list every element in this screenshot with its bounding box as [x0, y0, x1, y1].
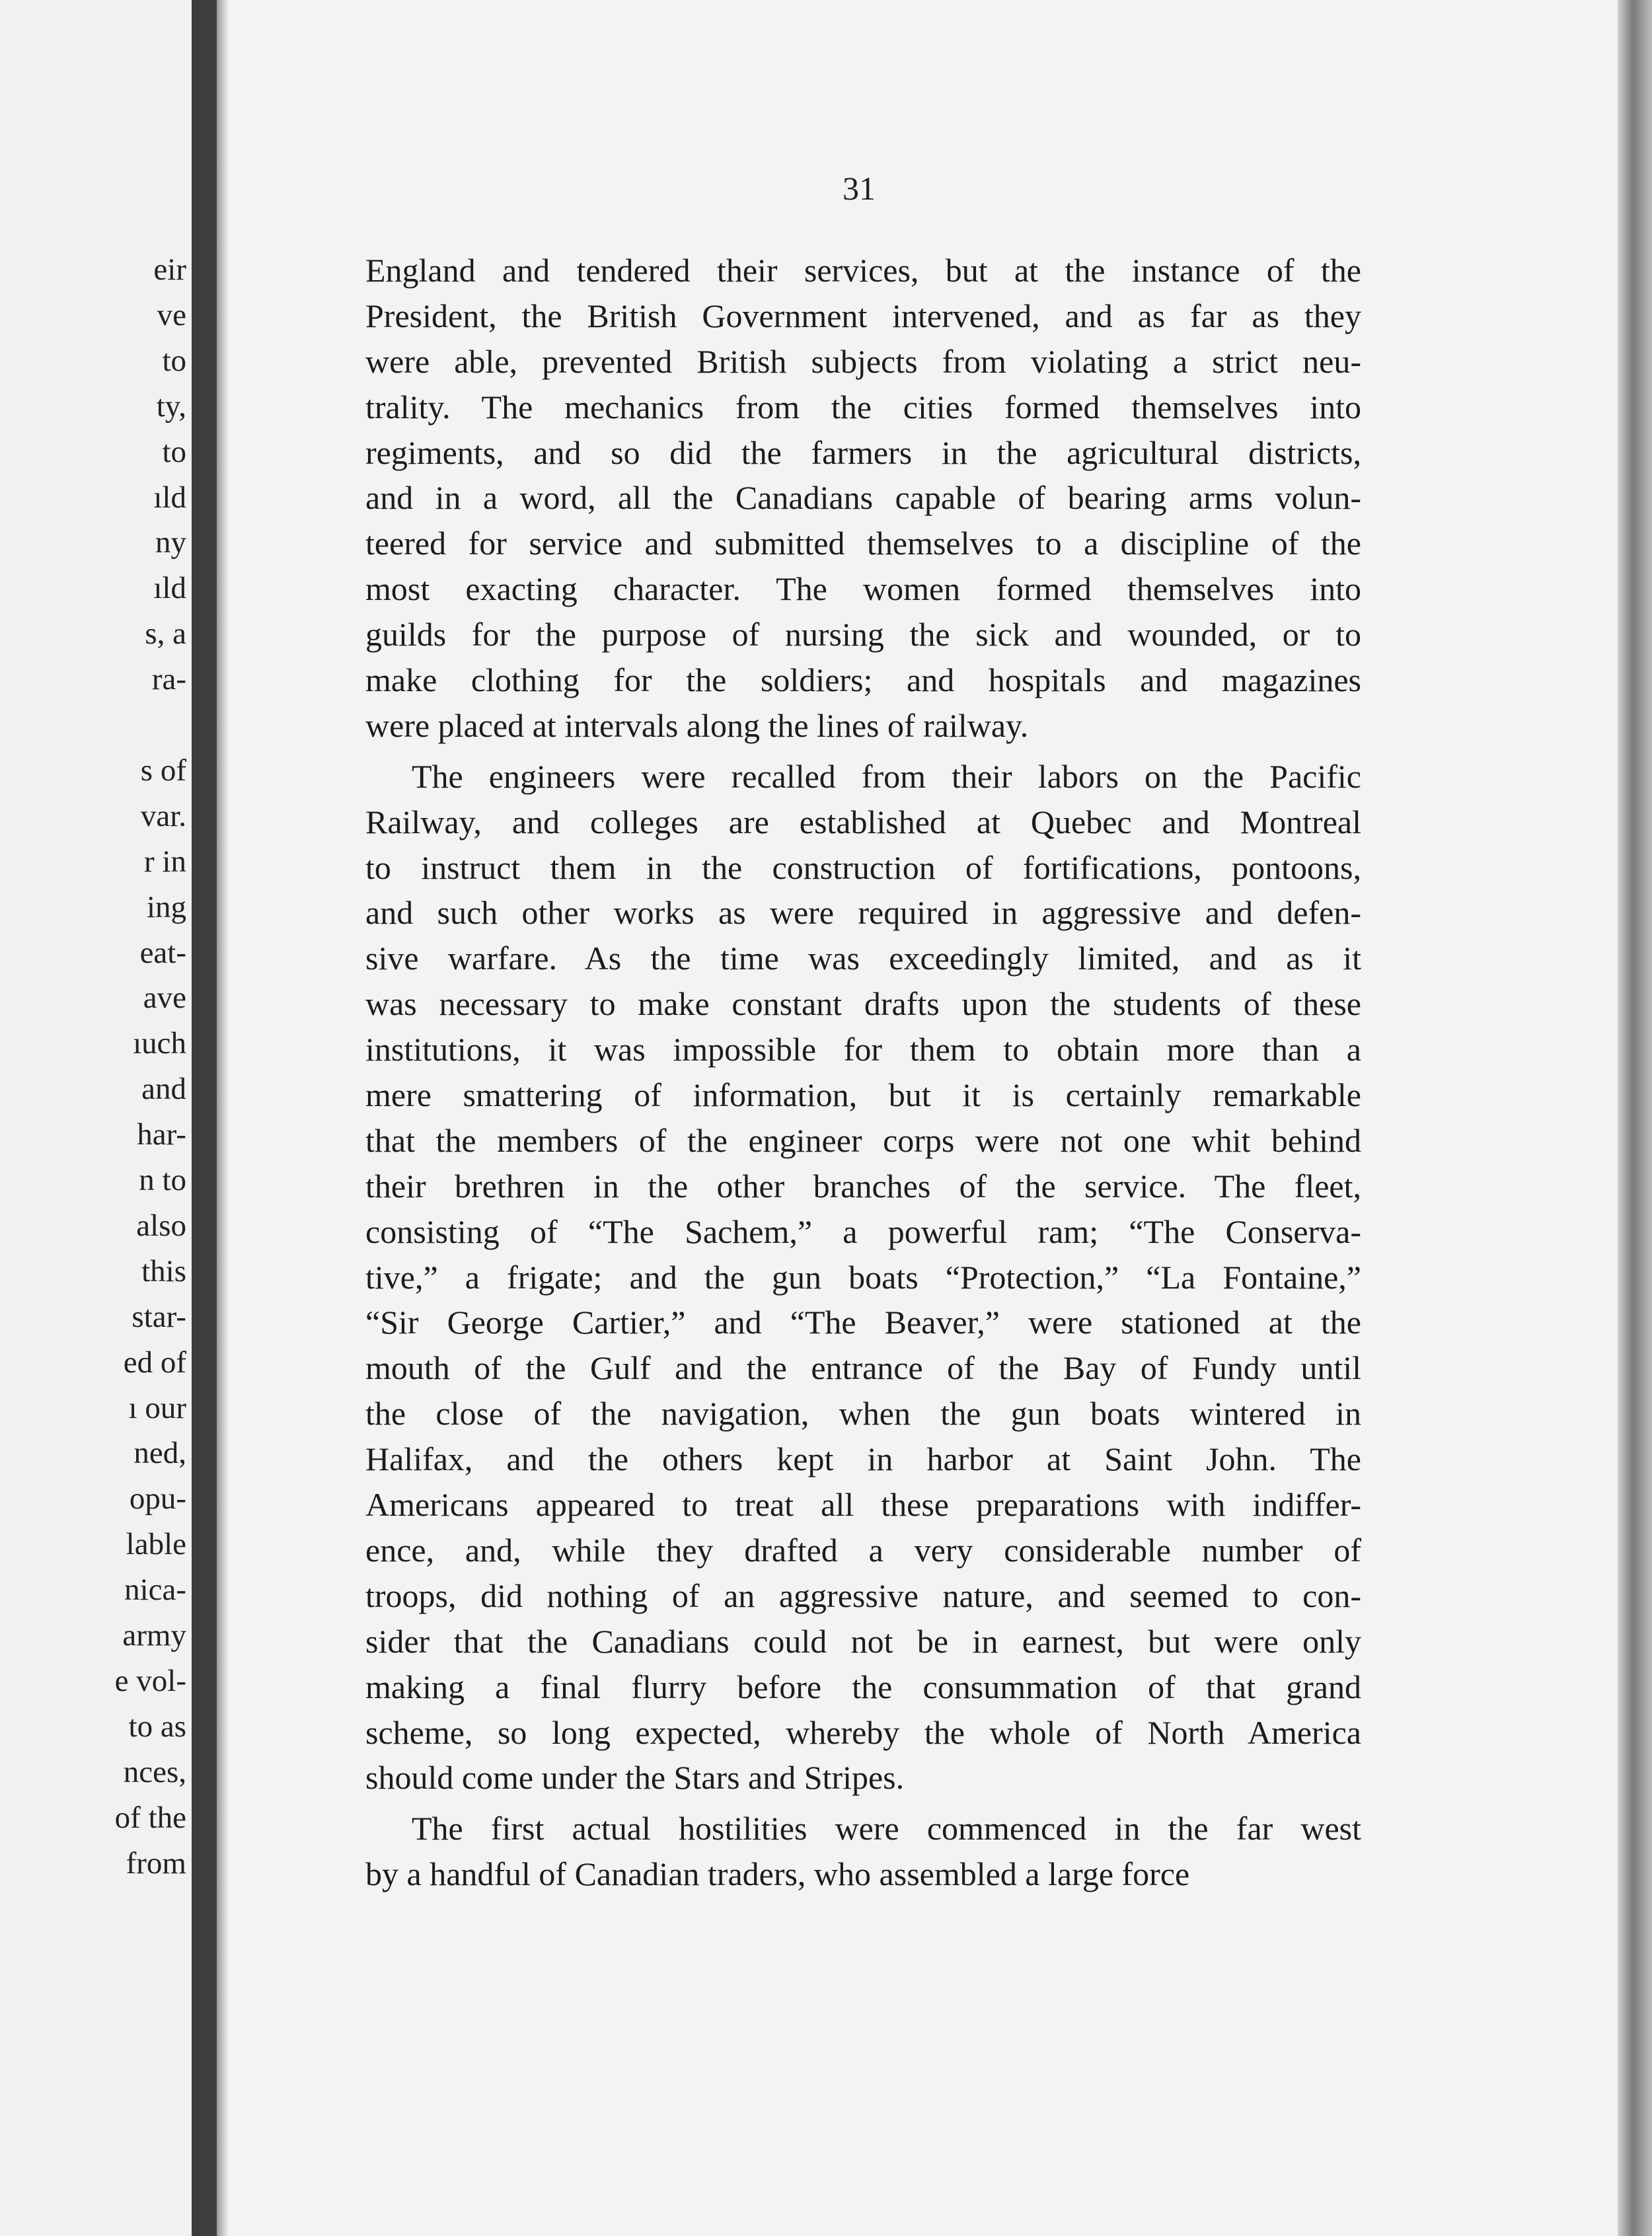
left-page-fragment: this	[141, 1253, 186, 1288]
text-line: and in a word, all the Canadians capable of bearing arms volun-	[365, 479, 1361, 517]
text-line: scheme, so long expected, whereby the whole of North America	[365, 1713, 1361, 1751]
body-text	[365, 248, 1361, 1897]
text-line: making a final flurry before the consummation of that grand	[365, 1668, 1361, 1705]
text-line: The first actual hostilities were commenced in the far west	[412, 1810, 1361, 1847]
text-line: the close of the navigation, when the gun boats wintered in	[365, 1395, 1361, 1433]
text-line: sider that the Canadians could not be in earnest, but were only	[365, 1622, 1361, 1660]
left-page-edge	[0, 0, 192, 2236]
text-line: “Sir George Cartier,” and “The Beaver,” were stationed at the	[365, 1304, 1361, 1341]
paragraph-gap	[365, 1801, 1361, 1806]
left-page-fragment: from	[126, 1845, 186, 1881]
left-page-fragment: ve	[157, 297, 186, 332]
left-page-fragment: nica-	[124, 1573, 186, 1608]
left-page-fragment: to as	[128, 1709, 186, 1744]
left-page-fragment: opu-	[129, 1481, 186, 1516]
text-line: should come under the Stars and Stripes.	[365, 1759, 905, 1797]
text-line: were placed at intervals along the lines of railway.	[365, 706, 1029, 744]
left-page-fragment: ıuch	[133, 1026, 186, 1061]
left-page-fragment: lable	[126, 1527, 186, 1562]
paragraph	[365, 1806, 1361, 1897]
text-line: institutions, it was impossible for them to obtain more than a	[365, 1031, 1361, 1068]
left-page-fragment: ra-	[151, 662, 186, 697]
text-line: tive,” a frigate; and the gun boats “Protection,” “La Fontaine,”	[365, 1258, 1361, 1296]
text-line: President, the British Government intervened, and as far as they	[365, 297, 1361, 334]
left-page-fragment: n to	[139, 1163, 186, 1197]
text-line: mouth of the Gulf and the entrance of the Bay of Fundy until	[365, 1349, 1361, 1387]
left-page-fragment: har-	[137, 1117, 186, 1152]
left-page-fragment: of the	[114, 1800, 186, 1835]
left-page-fragment: eat-	[139, 935, 186, 970]
left-page-fragment: eir	[153, 252, 186, 287]
left-page-fragment: e vol-	[114, 1663, 186, 1698]
book-gutter	[192, 0, 217, 2236]
paragraph-gap	[365, 749, 1361, 754]
left-page-fragment: nces,	[123, 1754, 186, 1789]
text-line: and such other works as were required in aggressive and defen-	[365, 894, 1361, 932]
text-line: teered for service and submitted themselves to a discipline of the	[365, 525, 1361, 562]
left-page-fragment: ı our	[128, 1390, 186, 1425]
left-page-fragment: ıld	[153, 480, 186, 515]
left-page-fragment: ed of	[123, 1345, 186, 1380]
text-line: troops, did nothing of an aggressive nature, and seemed to con-	[365, 1577, 1361, 1614]
left-page-fragment: star-	[131, 1299, 186, 1334]
left-page-fragment: to	[162, 343, 186, 378]
left-page-fragment: s, a	[145, 616, 186, 652]
left-page-fragment: ned,	[133, 1436, 186, 1471]
left-page-fragment: ny	[155, 525, 186, 560]
text-line: guilds for the purpose of nursing the sick and wounded, or to	[365, 616, 1361, 653]
text-line: their brethren in the other branches of the service. The fleet,	[365, 1167, 1361, 1205]
left-page-fragment: also	[136, 1208, 186, 1243]
page-number: 31	[843, 170, 876, 207]
gutter-shadow	[217, 0, 229, 2236]
text-line: was necessary to make constant drafts upon the students of these	[365, 985, 1361, 1023]
text-line: ence, and, while they drafted a very considerable number of	[365, 1531, 1361, 1569]
left-page-fragment: army	[122, 1618, 186, 1653]
left-page-fragment: r in	[144, 844, 186, 879]
text-line: regiments, and so did the farmers in the agricultural districts,	[365, 433, 1361, 471]
text-line: trality. The mechanics from the cities formed themselves into	[365, 388, 1361, 426]
text-line: Americans appeared to treat all these preparations with indiffer-	[365, 1486, 1361, 1524]
left-page-fragment: ty,	[156, 389, 186, 424]
left-page-fragment: ave	[143, 981, 186, 1016]
text-line: by a handful of Canadian traders, who assembled a large force	[365, 1855, 1190, 1893]
text-line: mere smattering of information, but it is certainly remarkable	[365, 1076, 1361, 1114]
text-line: consisting of “The Sachem,” a powerful ram; “The Conserva-	[365, 1212, 1361, 1250]
text-line: sive warfare. As the time was exceedingly limited, and as it	[365, 940, 1361, 977]
text-line: make clothing for the soldiers; and hospitals and magazines	[365, 661, 1361, 699]
right-page-edge	[1618, 0, 1652, 2236]
text-line: England and tendered their services, but at the instance of the	[365, 252, 1361, 289]
left-page-fragment: to	[162, 434, 186, 469]
left-page-fragment: s of	[140, 753, 186, 788]
text-line: that the members of the engineer corps were not one whit behind	[365, 1121, 1361, 1159]
text-line: Halifax, and the others kept in harbor at Saint John. The	[365, 1440, 1361, 1478]
left-page-fragment: and	[141, 1072, 186, 1107]
left-page-fragment: ing	[146, 889, 186, 924]
paragraph	[365, 754, 1361, 1801]
text-line: The engineers were recalled from their labors on the Pacific	[412, 757, 1361, 795]
left-page-fragment: var.	[140, 798, 186, 833]
text-line: were able, prevented British subjects from violating a strict neu-	[365, 342, 1361, 380]
paragraph	[365, 248, 1361, 749]
text-line: most exacting character. The women formed themselves into	[365, 570, 1361, 608]
text-line: to instruct them in the construction of fortifications, pontoons,	[365, 848, 1361, 886]
left-page-fragment: ıld	[153, 571, 186, 606]
text-line: Railway, and colleges are established at Quebec and Montreal	[365, 803, 1361, 840]
